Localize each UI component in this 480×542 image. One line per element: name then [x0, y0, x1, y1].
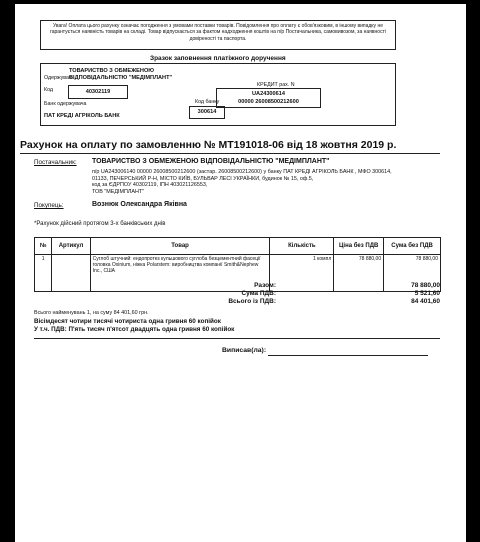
validity-note: *Рахунок дійсний протягом 3-х банківських днів	[34, 221, 166, 227]
supplier-detail-line: п/р UA243006140 00000 26008500212600 (застар. 26008500212600) у банку ПАТ КРЕДІ АГРІКОЛЬ БАНК , МФО 300614,	[92, 169, 392, 175]
table-header-row	[35, 238, 441, 255]
supplier-name: ТОВАРИСТВО З ОБМЕЖЕНОЮ ВІДПОВІДАЛЬНІСТЮ "МЕДІМПЛАНТ"	[92, 158, 330, 165]
col-sum: Сума без ПДВ	[384, 238, 441, 255]
invoice-title: Рахунок на оплату по замовленню № MT191018-06 від 18 жовтня 2019 р.	[20, 139, 397, 151]
amount-in-words: Вісімдесят чотири тисячі чотириста одна гривня 60 копійок	[34, 318, 221, 325]
code-value: 40302119	[68, 85, 128, 99]
row-qty-value: 1	[312, 256, 316, 262]
supplier-detail-line: код за ЄДРПОУ 40302119, ІПН 403021126553,	[92, 182, 208, 189]
signature-line	[268, 355, 428, 356]
supplier-detail-line: ТОВ "МЕДІМПЛАНТ"	[92, 188, 145, 195]
row-unit: компл	[317, 256, 332, 262]
recipient-label: Одержувач	[44, 75, 72, 81]
credit-account-box	[216, 88, 321, 108]
credit-account-line-2: 00000 26008500212600	[238, 99, 299, 105]
buyer-label: Покупець:	[34, 202, 64, 209]
grand-total-value: 84 401,60	[411, 298, 440, 305]
bank-label: Банк одержувача	[44, 101, 87, 107]
recipient-name: ТОВАРИСТВО З ОБМЕЖЕНОЮ ВІДПОВІДАЛЬНІСТЮ "МЕДІМПЛАНТ"	[69, 68, 173, 81]
credit-account-line-1: UA24300614	[252, 91, 285, 97]
row-number: 1	[35, 255, 52, 292]
col-price: Ціна без ПДВ	[334, 238, 384, 255]
vat-value: 5 521,60	[414, 290, 440, 297]
vat-label: Сума ПДВ:	[241, 290, 276, 297]
row-product: Суглоб штучний: ендопротез кульшового суглоба безцементний фасеції головка Oxinium, ніжка Polarstem: виробництва компанії Smith&Nephew Inc., США	[90, 255, 270, 292]
total-value: 78 880,00	[411, 282, 440, 289]
total-label: Разом:	[254, 282, 276, 289]
row-sum: 78 880,00	[384, 255, 441, 292]
buyer-name: Вознюк Олександра Яківна	[92, 201, 187, 208]
code-label: Код	[44, 87, 54, 93]
supplier-detail-line: 01133, ПЕЧЕРСЬКИЙ Р-Н, МІСТО КИЇВ, БУЛЬВАР ЛЕСІ УКРАЇНКИ, будинок № 15, оф.5,	[92, 175, 314, 182]
title-divider	[20, 153, 440, 154]
col-quantity: Кількість	[270, 238, 334, 255]
col-number: №	[35, 238, 52, 255]
grand-total-label: Всього із ПДВ:	[228, 298, 276, 305]
supplier-label: Постачальник:	[34, 159, 77, 166]
col-article: Артикул	[52, 238, 90, 255]
credit-label: КРЕДИТ рах. N	[257, 82, 295, 88]
bank-code-value: 300614	[189, 106, 225, 119]
payment-notice: Увага! Оплата цього рахунку означає погодження з умовами поставки товарів. Повідомлення про оплату є обов'язковим, в іншому випадку не гарантується наявність товарів на складі. Товар відпускається за фактом надходження коштів на п/р Постачальника, самовивозом, за наявності довіреності та паспорта.	[40, 20, 396, 50]
payment-sample-box	[40, 63, 396, 126]
bank-name: ПАТ КРЕДІ АГРІКОЛЬ БАНК	[44, 113, 120, 119]
items-count-summary: Всього найменувань 1, на суму 84 401,60 грн.	[34, 310, 149, 316]
payment-sample-title: Зразок заповнення платіжного доручення	[150, 55, 286, 62]
row-quantity	[270, 255, 334, 292]
row-price: 78 880,00	[334, 255, 384, 292]
signature-label: Виписав(ла):	[222, 347, 267, 354]
bank-code-label: Код банку	[195, 99, 220, 105]
col-product: Товар	[90, 238, 270, 255]
supplier-details	[92, 169, 437, 195]
summary-divider	[34, 338, 440, 339]
row-article	[52, 255, 90, 292]
vat-in-words: У т.ч. ПДВ: П'ять тисяч п'ятсот двадцять одна гривня 60 копійок	[34, 326, 235, 333]
